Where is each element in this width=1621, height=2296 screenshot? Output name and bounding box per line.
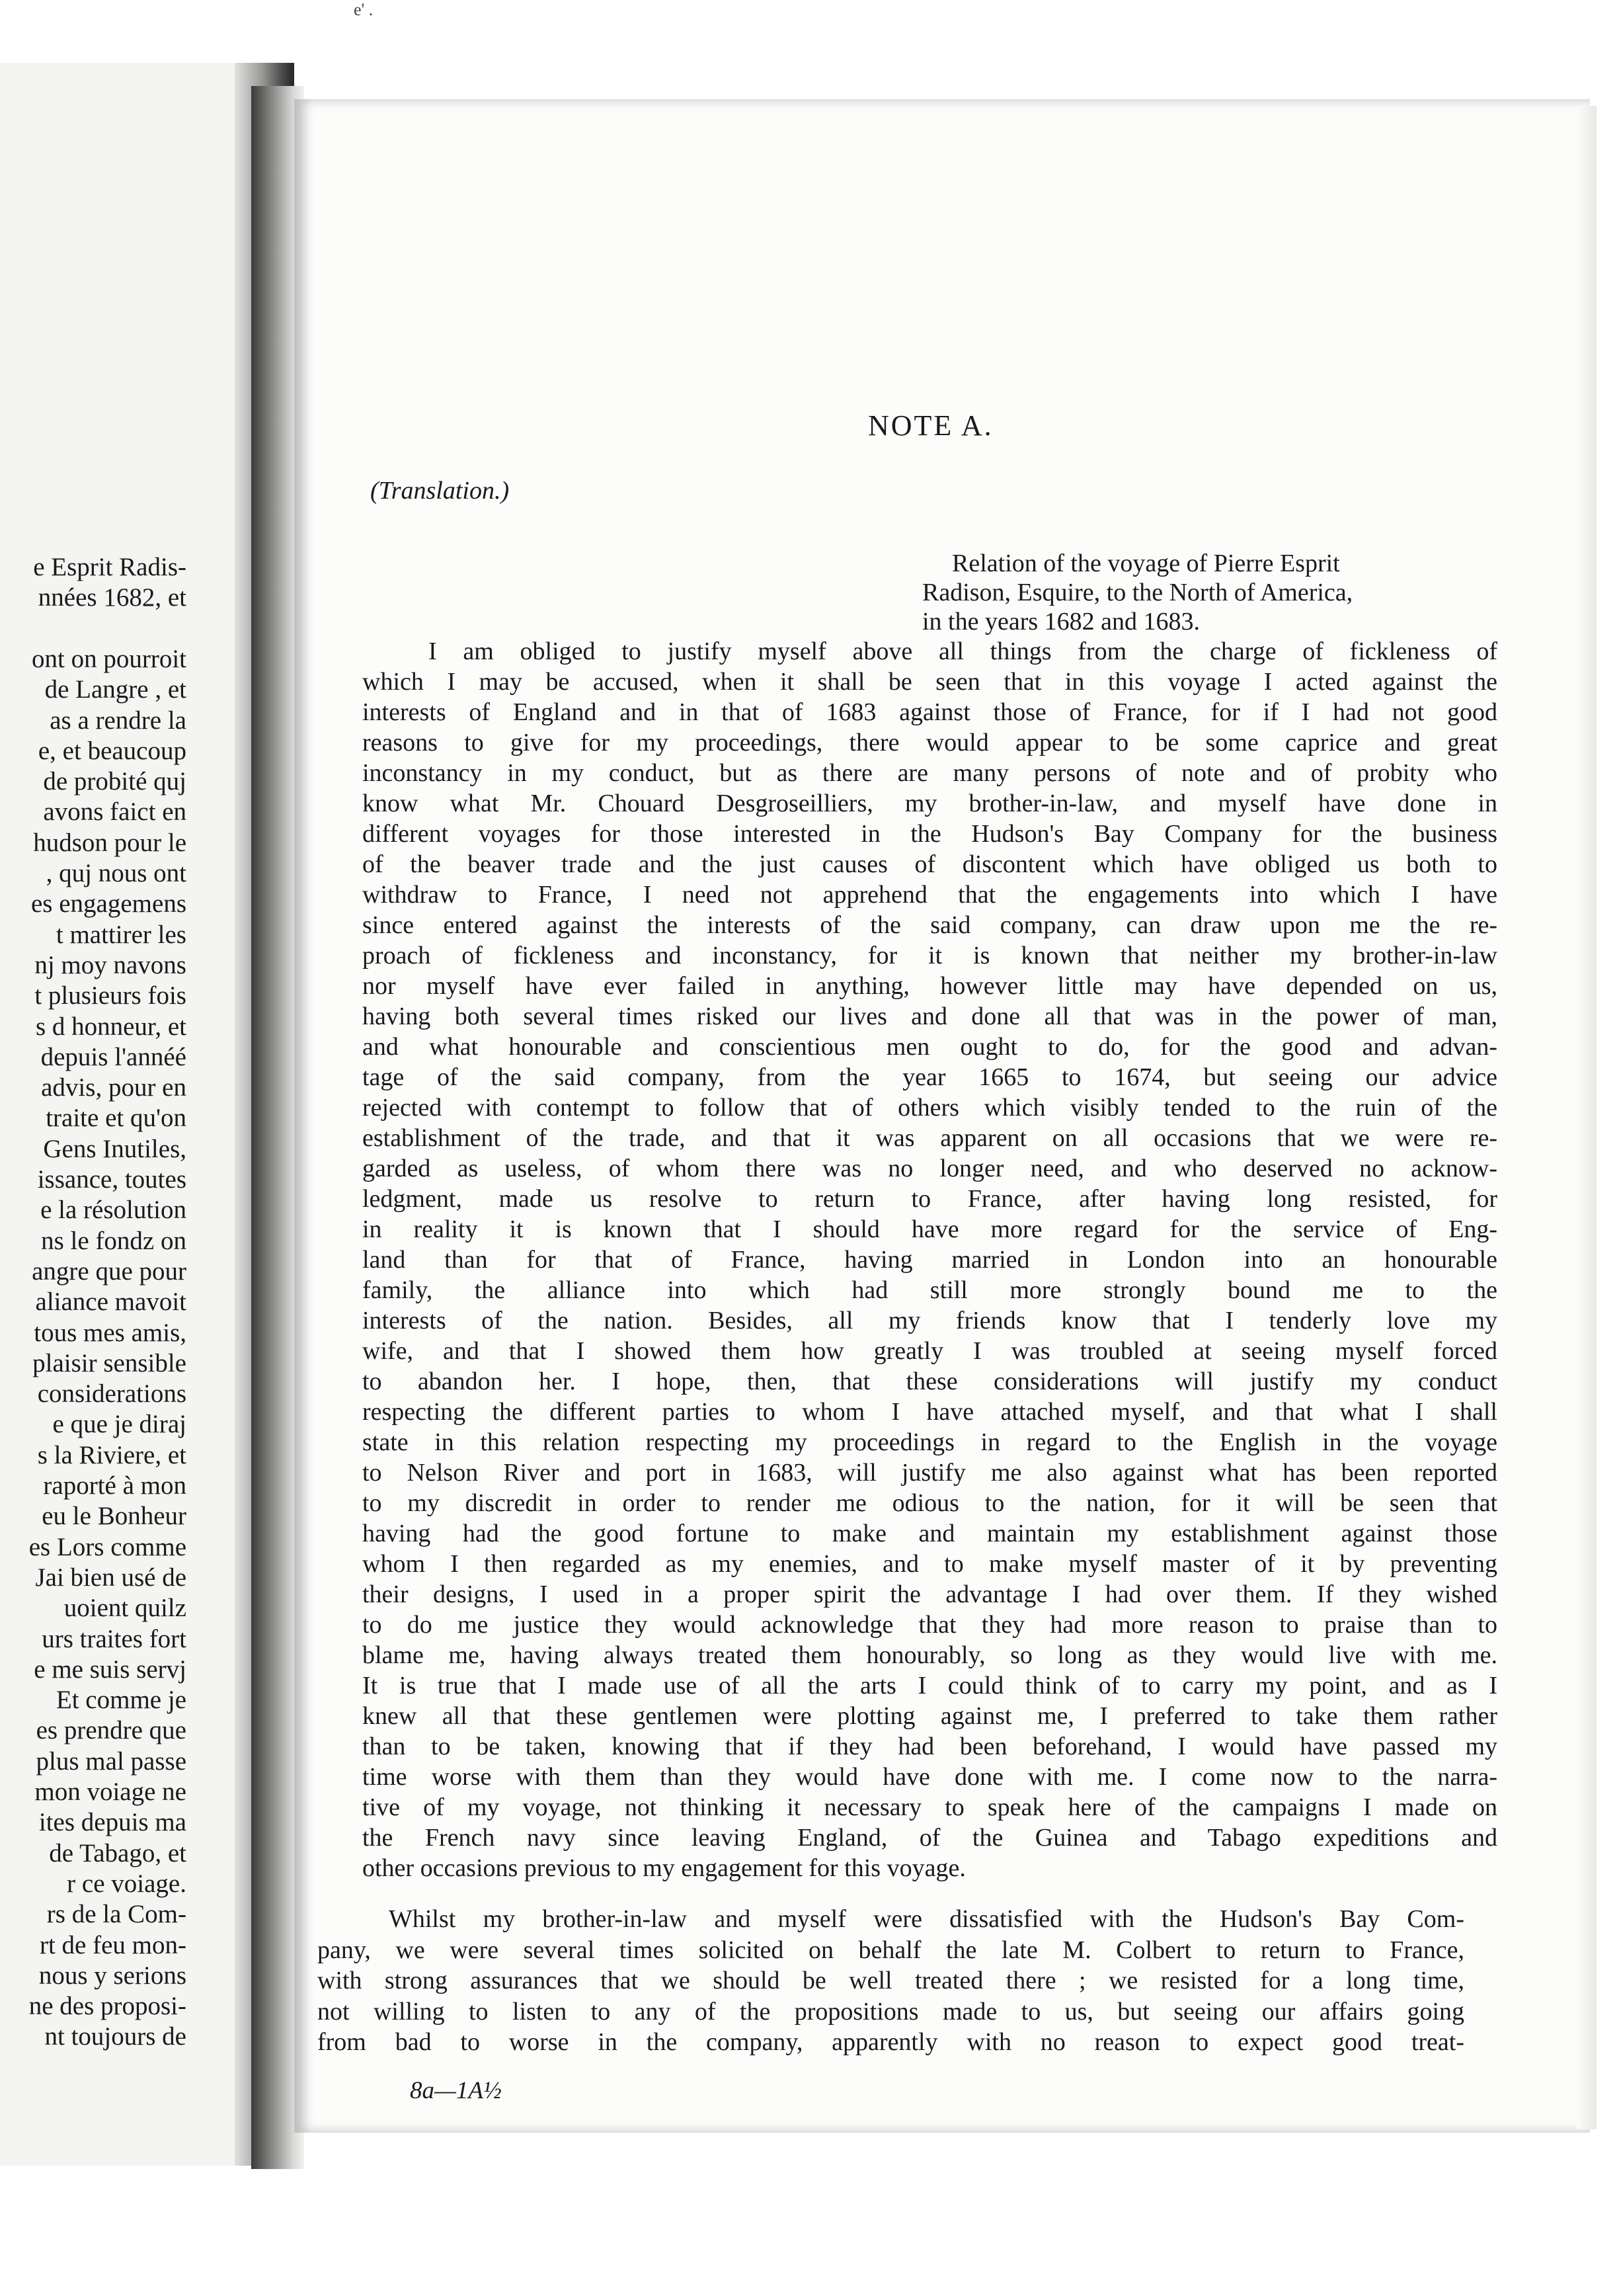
paragraph-line: from bad to worse in the company, apparently with no reason to expect good treat- xyxy=(317,2028,1464,2056)
left-page-line: nj moy navons xyxy=(34,950,186,979)
paragraph-line: nor myself have ever failed in anything, however little may have depended on us, xyxy=(362,972,1497,1000)
left-page-line: raporté à mon xyxy=(43,1471,186,1500)
paragraph-line: know what Mr. Chouard Desgroseilliers, my brother-in-law, and myself have done in xyxy=(362,790,1497,817)
paragraph-line: tage of the said company, from the year 1665 to 1674, but seeing our advice xyxy=(362,1063,1497,1091)
left-page-line: de Langre , et xyxy=(44,675,186,704)
paragraph-line: knew all that these gentlemen were plotting against me, I preferred to take them rather xyxy=(362,1702,1497,1730)
paragraph-line: It is true that I made use of all the arts I could think of to carry my point, and as I xyxy=(362,1672,1497,1700)
left-page-line: as a rendre la xyxy=(50,706,186,735)
left-page-line: de Tabago, et xyxy=(49,1838,186,1867)
left-page-line: es Lors comme xyxy=(28,1532,186,1561)
paragraph-line: which I may be accused, when it shall be seen that in this voyage I acted against the xyxy=(362,668,1497,696)
paragraph-line: proach of fickleness and inconstancy, for it is known that neither my brother-in-law xyxy=(362,942,1497,969)
left-page-line: rs de la Com- xyxy=(46,1900,186,1929)
paragraph-line: rejected with contempt to follow that of others which visibly tended to the ruin of the xyxy=(362,1094,1497,1122)
paragraph-line: interests of England and in that of 1683 against those of France, for if I had not good xyxy=(362,698,1497,726)
paragraph-line: family, the alliance into which had still more strongly bound me to the xyxy=(362,1276,1497,1304)
paragraph-line: pany, we were several times solicited on behalf the late M. Colbert to return to France, xyxy=(317,1936,1464,1964)
paragraph-line: inconstancy in my conduct, but as there are many persons of note and of probity who xyxy=(362,759,1497,787)
left-page-line: ne des proposi- xyxy=(28,1992,186,2021)
paragraph-line: withdraw to France, I need not apprehend that the engagements into which I have xyxy=(362,881,1497,909)
left-page-line: t mattirer les xyxy=(56,920,186,949)
paragraph-line: wife, and that I showed them how greatly I was troubled at seeing myself forced xyxy=(362,1337,1497,1365)
paragraph-line: tive of my voyage, not thinking it necessary to speak here of the campaigns I made on xyxy=(362,1793,1497,1821)
left-page-line: nnées 1682, et xyxy=(38,583,186,612)
paragraph-line: and what honourable and conscientious men ought to do, for the good and advan- xyxy=(362,1033,1497,1061)
left-page-line: r ce voiage. xyxy=(67,1869,186,1898)
left-page-line: avons faict en xyxy=(43,798,186,827)
paragraph-line: not willing to listen to any of the propositions made to us, but seeing our affairs going xyxy=(317,1997,1464,2026)
paragraph-line: in reality it is known that I should have more regard for the service of Eng- xyxy=(362,1215,1497,1243)
page-signature: 8a—1A½ xyxy=(410,2077,502,2104)
top-mark: e' . xyxy=(354,0,374,19)
left-page-line: mon voiage ne xyxy=(34,1778,186,1806)
left-page-line: ites depuis ma xyxy=(38,1808,186,1837)
left-page-line: e Esprit Radis- xyxy=(33,553,186,581)
paragraph-line: different voyages for those interested in the Hudson's Bay Company for the business xyxy=(362,820,1497,848)
left-page-line: considerations xyxy=(37,1379,186,1409)
left-page-line: es engagemens xyxy=(31,889,186,919)
left-page-line: urs traites fort xyxy=(42,1624,186,1653)
left-page-line: hudson pour le xyxy=(33,828,186,857)
paragraph-line: with strong assurances that we should be well treated there ; we resisted for a long time, xyxy=(317,1967,1464,1994)
paragraph-line: garded as useless, of whom there was no longer need, and who deserved no acknow- xyxy=(362,1155,1497,1182)
left-page-line: depuis l'annéé xyxy=(40,1042,186,1071)
left-page-line: s d honneur, et xyxy=(35,1012,186,1041)
left-page-line: tous mes amis, xyxy=(34,1318,186,1347)
left-page-line: Jai bien usé de xyxy=(35,1563,186,1592)
left-page-line: s la Riviere, et xyxy=(37,1440,186,1469)
paragraph-line: reasons to give for my proceedings, there would appear to be some caprice and great xyxy=(362,729,1497,757)
left-page-line: uoient quilz xyxy=(63,1594,186,1623)
left-page-line: ont on pourroit xyxy=(32,644,186,673)
left-page-line: es prendre que xyxy=(36,1716,186,1745)
left-page-line: e me suis servj xyxy=(34,1655,186,1684)
paragraph-line: the French navy since leaving England, of the Guinea and Tabago expeditions and xyxy=(362,1824,1497,1852)
paragraph-line: establishment of the trade, and that it was apparent on all occasions that we were re- xyxy=(362,1124,1497,1152)
paragraph-line: whom I then regarded as my enemies, and to make myself master of it by preventing xyxy=(362,1550,1497,1578)
left-page-line: aliance mavoit xyxy=(35,1288,186,1317)
paragraph-line: than to be taken, knowing that if they had been beforehand, I would have passed my xyxy=(362,1733,1497,1760)
left-page-line: traite et qu'on xyxy=(46,1104,186,1133)
left-page-line: nous y serions xyxy=(38,1961,186,1990)
left-page-line: e la résolution xyxy=(40,1196,186,1225)
paragraph-line: I am obliged to justify myself above all things from the charge of fickleness of xyxy=(428,637,1497,665)
paragraph-line: interests of the nation. Besides, all my friends know that I tenderly love my xyxy=(362,1307,1497,1334)
left-page-line: angre que pour xyxy=(32,1256,186,1286)
translation-label: (Translation.) xyxy=(370,477,510,505)
paragraph-line: to my discredit in order to render me odious to the nation, for it will be seen that xyxy=(362,1489,1497,1517)
paragraph-line: state in this relation respecting my proceedings in regard to the English in the voyage xyxy=(362,1428,1497,1456)
left-page-line: eu le Bonheur xyxy=(42,1502,186,1531)
heading-line: Relation of the voyage of Pierre Esprit xyxy=(952,550,1340,577)
page-title: NOTE A. xyxy=(868,409,994,442)
paragraph-line: their designs, I used in a proper spirit the advantage I had over them. If they wished xyxy=(362,1580,1497,1608)
left-page-line: Gens Inutiles, xyxy=(43,1134,186,1163)
paragraph-line: since entered against the interests of the said company, can draw upon me the re- xyxy=(362,911,1497,939)
paragraph-line: to Nelson River and port in 1683, will justify me also against what has been reported xyxy=(362,1459,1497,1487)
right-page-edge xyxy=(1577,106,1597,2129)
left-page-line: , quj nous ont xyxy=(46,859,186,887)
paragraph-line: to abandon her. I hope, then, that these considerations will justify my conduct xyxy=(362,1368,1497,1395)
paragraph-line: having had the good fortune to make and maintain my establishment against those xyxy=(362,1520,1497,1547)
paragraph-line: having both several times risked our lives and done all that was in the power of man, xyxy=(362,1003,1497,1030)
paragraph-line: ledgment, made us resolve to return to France, after having long resisted, for xyxy=(362,1185,1497,1213)
left-page-line: de probité quj xyxy=(43,767,186,796)
left-page-line: Et comme je xyxy=(56,1686,186,1715)
paragraph-line: to do me justice they would acknowledge that they had more reason to praise than to xyxy=(362,1611,1497,1639)
heading-line: in the years 1682 and 1683. xyxy=(922,608,1201,636)
left-page-line: ns le fondz on xyxy=(41,1226,186,1255)
heading-line: Radison, Esquire, to the North of America, xyxy=(922,579,1353,606)
left-page-line: rt de feu mon- xyxy=(39,1930,186,1959)
paragraph-line: other occasions previous to my engagement for this voyage. xyxy=(362,1854,966,1882)
paragraph-line: blame me, having always treated them honourably, so long as they would live with me. xyxy=(362,1641,1497,1669)
left-page-line: t plusieurs fois xyxy=(34,981,186,1010)
left-page-line: advis, pour en xyxy=(41,1073,186,1102)
left-page-line: e que je diraj xyxy=(52,1410,186,1439)
left-page-line: plus mal passe xyxy=(36,1746,186,1776)
paragraph-line: of the beaver trade and the just causes of discontent which have obliged us both to xyxy=(362,850,1497,878)
paragraph-line: land than for that of France, having married in London into an honourable xyxy=(362,1246,1497,1274)
left-page-line: plaisir sensible xyxy=(32,1348,186,1377)
left-page-line: nt toujours de xyxy=(44,2022,186,2051)
paragraph-line: time worse with them than they would have done with me. I come now to the narra- xyxy=(362,1763,1497,1791)
left-page-line: issance, toutes xyxy=(37,1165,186,1194)
paragraph-line: respecting the different parties to whom I have attached myself, and that what I shall xyxy=(362,1398,1497,1426)
paragraph-line: Whilst my brother-in-law and myself were dissatisfied with the Hudson's Bay Com- xyxy=(389,1905,1464,1933)
left-page-line: e, et beaucoup xyxy=(38,736,186,765)
left-page xyxy=(0,63,264,2166)
